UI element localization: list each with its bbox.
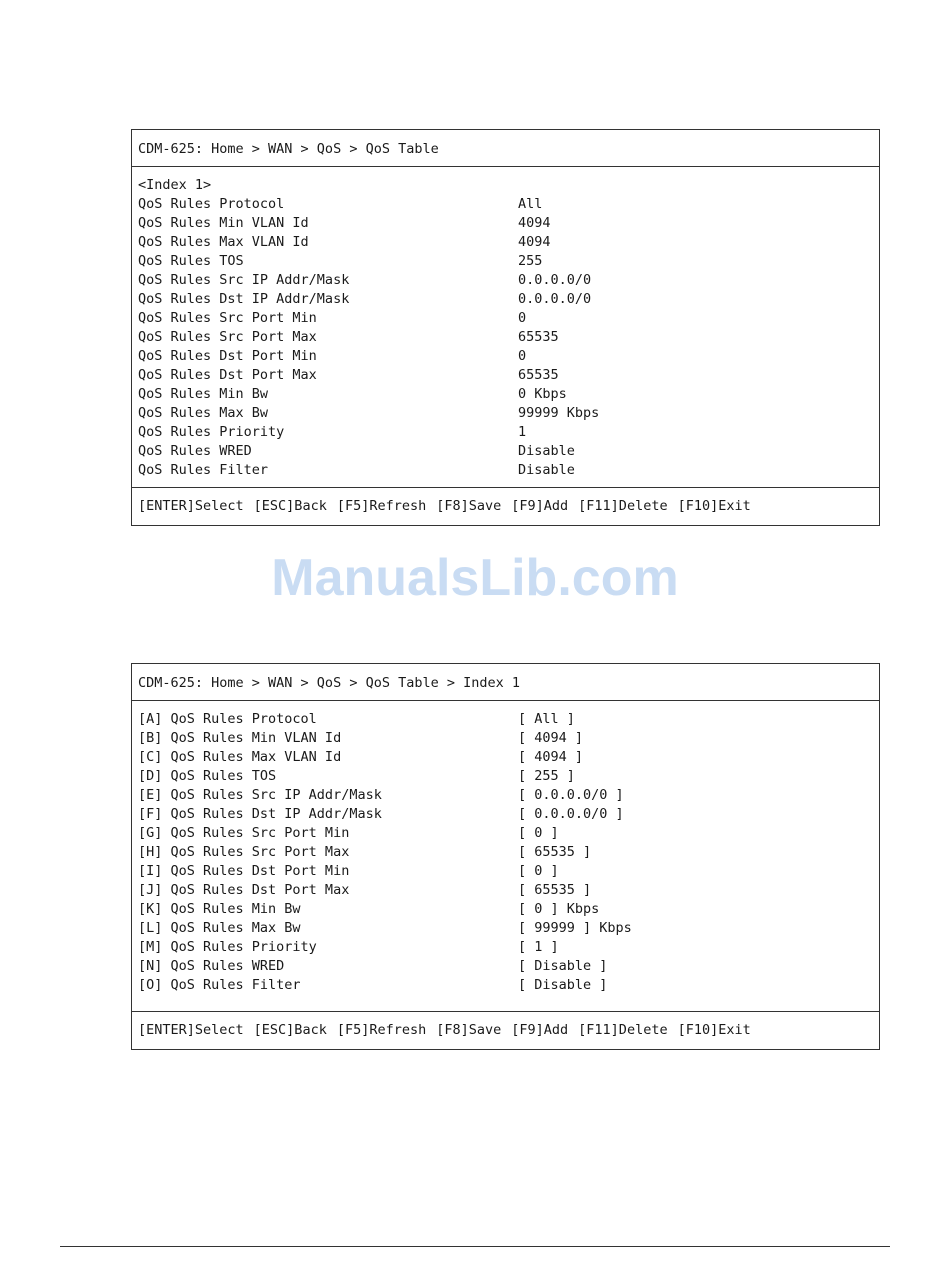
field-label: [J] QoS Rules Dst Port Max <box>138 882 350 898</box>
function-key-bar <box>132 487 879 525</box>
back-key[interactable]: [ESC]Back <box>253 1022 327 1038</box>
menu-item[interactable] <box>138 938 879 957</box>
qos-index-body <box>132 701 879 995</box>
breadcrumb: CDM-625: Home > WAN > QoS > QoS Table > Index 1 <box>132 664 879 701</box>
field-label: [G] QoS Rules Src Port Min <box>138 825 350 841</box>
qos-table-body <box>132 167 879 480</box>
field-value[interactable]: [ 4094 ] <box>518 749 584 765</box>
field-label: QoS Rules Dst IP Addr/Mask <box>138 291 350 307</box>
menu-item[interactable] <box>138 805 879 824</box>
field-label: [L] QoS Rules Max Bw <box>138 920 301 936</box>
field-label: [D] QoS Rules TOS <box>138 768 277 784</box>
field-label: QoS Rules Dst Port Max <box>138 367 317 383</box>
field-label: [O] QoS Rules Filter <box>138 977 301 993</box>
save-key[interactable]: [F8]Save <box>436 1022 502 1038</box>
field-label: QoS Rules TOS <box>138 253 244 269</box>
field-label: QoS Rules Protocol <box>138 196 285 212</box>
field-value[interactable]: [ 0 ] Kbps <box>518 901 600 917</box>
select-key[interactable]: [ENTER]Select <box>138 1022 244 1038</box>
field-value[interactable]: [ 1 ] <box>518 939 559 955</box>
field-label: QoS Rules WRED <box>138 443 252 459</box>
menu-item[interactable] <box>138 767 879 786</box>
menu-item[interactable] <box>138 748 879 767</box>
field-value: Disable <box>518 462 575 478</box>
field-value[interactable]: [ 65535 ] <box>518 882 592 898</box>
field-label: QoS Rules Filter <box>138 462 269 478</box>
menu-item[interactable] <box>138 710 879 729</box>
menu-item[interactable] <box>138 957 879 976</box>
field-value: 255 <box>518 253 543 269</box>
field-label: QoS Rules Min Bw <box>138 386 269 402</box>
index-label: <Index 1> <box>138 177 212 193</box>
menu-item[interactable] <box>138 881 879 900</box>
field-value[interactable]: [ 4094 ] <box>518 730 584 746</box>
field-value: 0.0.0.0/0 <box>518 291 592 307</box>
save-key[interactable]: [F8]Save <box>436 498 502 514</box>
field-label: [K] QoS Rules Min Bw <box>138 901 301 917</box>
menu-item[interactable] <box>138 824 879 843</box>
field-label: QoS Rules Max VLAN Id <box>138 234 309 250</box>
menu-item[interactable] <box>138 843 879 862</box>
field-value[interactable]: [ Disable ] <box>518 958 608 974</box>
field-label: QoS Rules Priority <box>138 424 285 440</box>
menu-item[interactable] <box>138 976 879 995</box>
field-label: [A] QoS Rules Protocol <box>138 711 317 727</box>
field-value: 4094 <box>518 234 551 250</box>
field-value: 99999 Kbps <box>518 405 600 421</box>
function-key-bar <box>132 1011 879 1049</box>
field-label: [N] QoS Rules WRED <box>138 958 285 974</box>
menu-item[interactable] <box>138 786 879 805</box>
field-value: 65535 <box>518 329 559 345</box>
list-item <box>138 404 879 423</box>
watermark: ManualsLib.com <box>271 549 679 607</box>
field-label: [M] QoS Rules Priority <box>138 939 317 955</box>
delete-key[interactable]: [F11]Delete <box>578 1022 668 1038</box>
add-key[interactable]: [F9]Add <box>511 1022 569 1038</box>
field-value: Disable <box>518 443 575 459</box>
field-label: QoS Rules Dst Port Min <box>138 348 317 364</box>
menu-item[interactable] <box>138 900 879 919</box>
field-value[interactable]: [ All ] <box>518 711 575 727</box>
menu-item[interactable] <box>138 862 879 881</box>
terminal-screen-qos-index <box>131 663 880 1050</box>
field-value: 1 <box>518 424 527 440</box>
field-value[interactable]: [ 0.0.0.0/0 ] <box>518 787 624 803</box>
field-label: [C] QoS Rules Max VLAN Id <box>138 749 342 765</box>
field-value: All <box>518 196 543 212</box>
terminal-screen-qos-table <box>131 129 880 526</box>
field-label: QoS Rules Src Port Min <box>138 310 317 326</box>
field-value[interactable]: [ 255 ] <box>518 768 575 784</box>
list-item <box>138 442 879 461</box>
menu-item[interactable] <box>138 919 879 938</box>
list-item <box>138 195 879 214</box>
list-item <box>138 366 879 385</box>
field-label: QoS Rules Src Port Max <box>138 329 317 345</box>
select-key[interactable]: [ENTER]Select <box>138 498 244 514</box>
list-item <box>138 423 879 442</box>
list-item <box>138 214 879 233</box>
field-value: 0 Kbps <box>518 386 567 402</box>
breadcrumb: CDM-625: Home > WAN > QoS > QoS Table <box>132 130 879 167</box>
field-label: [F] QoS Rules Dst IP Addr/Mask <box>138 806 382 822</box>
exit-key[interactable]: [F10]Exit <box>677 1022 751 1038</box>
list-item <box>138 309 879 328</box>
field-label: QoS Rules Min VLAN Id <box>138 215 309 231</box>
field-label: [I] QoS Rules Dst Port Min <box>138 863 350 879</box>
field-label: [E] QoS Rules Src IP Addr/Mask <box>138 787 382 803</box>
refresh-key[interactable]: [F5]Refresh <box>336 1022 427 1038</box>
field-label: QoS Rules Src IP Addr/Mask <box>138 272 350 288</box>
field-value[interactable]: [ 0 ] <box>518 825 559 841</box>
field-value: 0.0.0.0/0 <box>518 272 592 288</box>
list-item <box>138 385 879 404</box>
list-item <box>138 271 879 290</box>
back-key[interactable]: [ESC]Back <box>253 498 327 514</box>
field-label: QoS Rules Max Bw <box>138 405 269 421</box>
delete-key[interactable]: [F11]Delete <box>578 498 668 514</box>
field-value[interactable]: [ 99999 ] Kbps <box>518 920 632 936</box>
list-item <box>138 252 879 271</box>
field-label: [B] QoS Rules Min VLAN Id <box>138 730 342 746</box>
refresh-key[interactable]: [F5]Refresh <box>336 498 427 514</box>
field-value[interactable]: [ Disable ] <box>518 977 608 993</box>
field-value: 0 <box>518 348 527 364</box>
add-key[interactable]: [F9]Add <box>511 498 569 514</box>
list-item <box>138 328 879 347</box>
field-value: 65535 <box>518 367 559 383</box>
list-item <box>138 233 879 252</box>
field-value[interactable]: [ 65535 ] <box>518 844 592 860</box>
page-footer-rule <box>60 1246 890 1247</box>
field-value: 0 <box>518 310 527 326</box>
exit-key[interactable]: [F10]Exit <box>677 498 751 514</box>
field-value[interactable]: [ 0 ] <box>518 863 559 879</box>
list-item <box>138 461 879 480</box>
list-item <box>138 347 879 366</box>
field-value: 4094 <box>518 215 551 231</box>
menu-item[interactable] <box>138 729 879 748</box>
field-value[interactable]: [ 0.0.0.0/0 ] <box>518 806 624 822</box>
field-label: [H] QoS Rules Src Port Max <box>138 844 350 860</box>
list-item <box>138 290 879 309</box>
